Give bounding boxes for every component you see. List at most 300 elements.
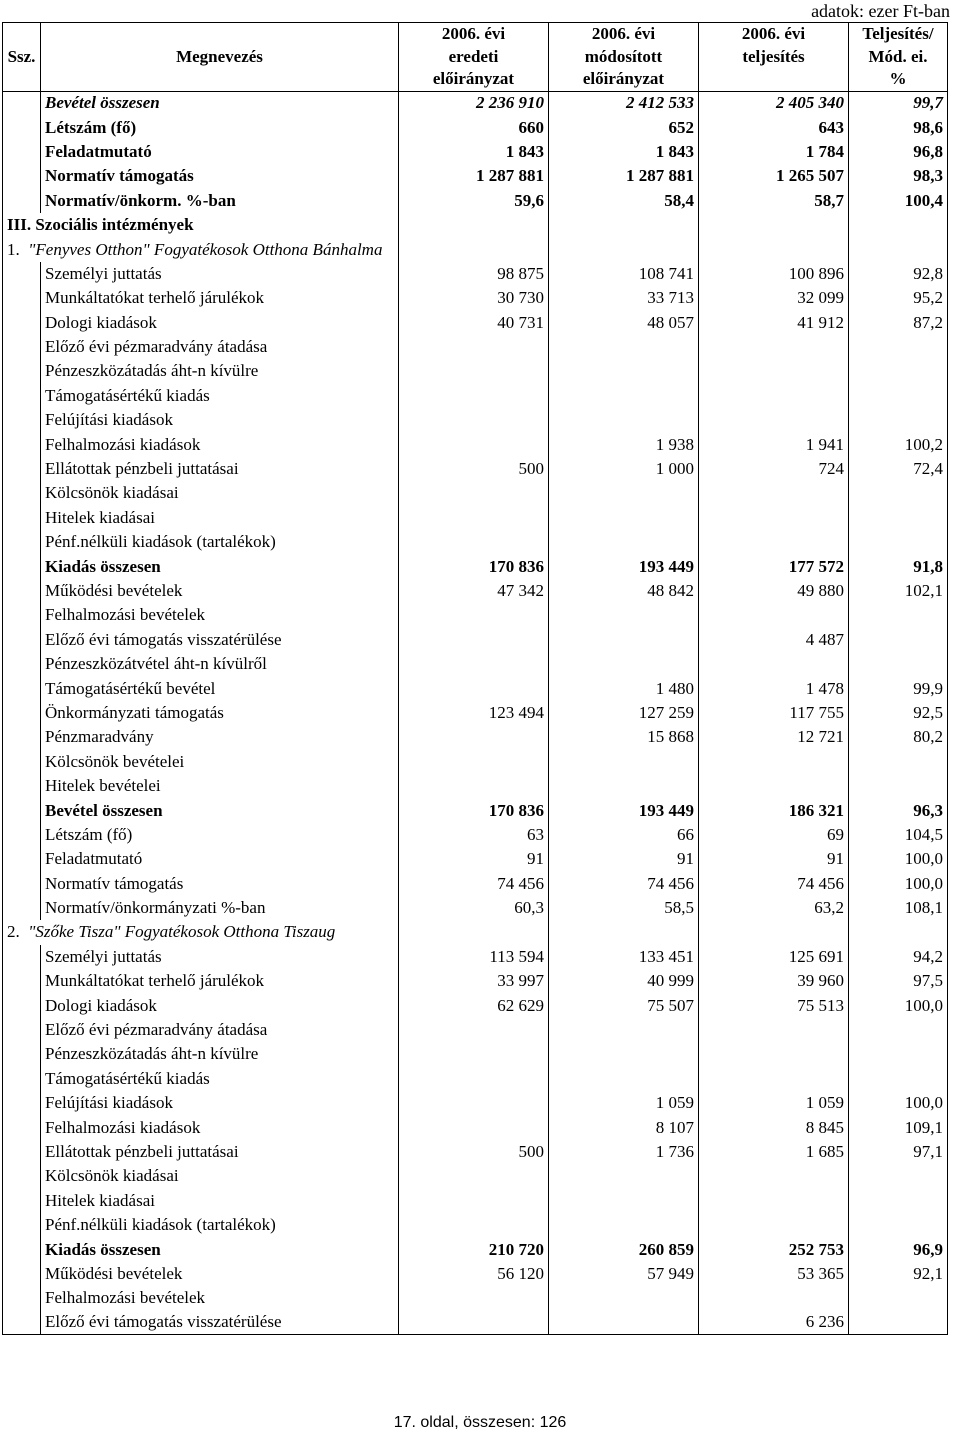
performance-cell	[699, 1189, 849, 1213]
table-row	[3, 774, 948, 798]
performance-cell: 1 685	[699, 1140, 849, 1164]
table-header	[3, 23, 948, 92]
ssz-cell	[3, 115, 41, 139]
original-budget-cell: 170 836	[399, 554, 549, 578]
unit-note: adatok: ezer Ft-ban	[811, 1, 950, 21]
ssz-cell	[3, 1140, 41, 1164]
performance-cell	[699, 506, 849, 530]
percent-cell: 92,8	[849, 262, 948, 286]
modified-budget-cell: 1 480	[549, 676, 699, 700]
percent-cell	[849, 1164, 948, 1188]
table-row	[3, 1091, 948, 1115]
item-name: Támogatásértékű kiadás	[41, 384, 399, 408]
percent-cell	[849, 530, 948, 554]
ssz-cell	[3, 530, 41, 554]
modified-budget-cell	[549, 652, 699, 676]
ssz-cell	[3, 896, 41, 920]
header-ssz: Ssz.	[3, 23, 41, 92]
percent-cell	[849, 359, 948, 383]
performance-cell: 4 487	[699, 628, 849, 652]
item-name: Személyi juttatás	[41, 262, 399, 286]
ssz-cell	[3, 140, 41, 164]
item-name: Normatív/önkormányzati %-ban	[41, 896, 399, 920]
performance-cell: 6 236	[699, 1311, 849, 1335]
table-row	[3, 1140, 948, 1164]
performance-cell: 724	[699, 457, 849, 481]
percent-cell: 92,1	[849, 1262, 948, 1286]
item-name: Hitelek bevételei	[41, 774, 399, 798]
table-row	[3, 1018, 948, 1042]
percent-cell	[849, 628, 948, 652]
empty-cell	[699, 920, 849, 944]
item-name: Kölcsönök kiadásai	[41, 1164, 399, 1188]
performance-cell	[699, 1067, 849, 1091]
table-row	[3, 335, 948, 359]
percent-cell	[849, 408, 948, 432]
performance-cell: 53 365	[699, 1262, 849, 1286]
ssz-cell	[3, 872, 41, 896]
ssz-cell	[3, 1018, 41, 1042]
table-row	[3, 1213, 948, 1237]
performance-cell: 100 896	[699, 262, 849, 286]
performance-cell	[699, 408, 849, 432]
percent-cell: 96,3	[849, 798, 948, 822]
ssz-cell	[3, 945, 41, 969]
ssz-cell	[3, 286, 41, 310]
item-name: Önkormányzati támogatás	[41, 701, 399, 725]
table-row	[3, 603, 948, 627]
performance-cell	[699, 603, 849, 627]
item-name: Kölcsönök kiadásai	[41, 481, 399, 505]
performance-cell: 32 099	[699, 286, 849, 310]
original-budget-cell: 62 629	[399, 993, 549, 1017]
table-row	[3, 1115, 948, 1139]
institution-name: "Fenyves Otthon" Fogyatékosok Otthona Bánhalma	[28, 239, 383, 259]
performance-cell: 1 941	[699, 432, 849, 456]
original-budget-cell: 500	[399, 1140, 549, 1164]
modified-budget-cell	[549, 408, 699, 432]
original-budget-cell: 47 342	[399, 579, 549, 603]
original-budget-cell	[399, 628, 549, 652]
table-row	[3, 408, 948, 432]
original-budget-cell	[399, 774, 549, 798]
ssz-cell	[3, 189, 41, 213]
table-row	[3, 189, 948, 213]
original-budget-cell	[399, 530, 549, 554]
modified-budget-cell	[549, 1189, 699, 1213]
original-budget-cell: 1 843	[399, 140, 549, 164]
ssz-cell	[3, 993, 41, 1017]
budget-table	[2, 22, 948, 1335]
item-name: Ellátottak pénzbeli juttatásai	[41, 1140, 399, 1164]
percent-cell: 99,9	[849, 676, 948, 700]
institution-number: 1.	[7, 239, 20, 259]
original-budget-cell: 170 836	[399, 798, 549, 822]
original-budget-cell	[399, 1018, 549, 1042]
ssz-cell	[3, 1189, 41, 1213]
modified-budget-cell	[549, 1018, 699, 1042]
item-name: Létszám (fő)	[41, 823, 399, 847]
modified-budget-cell: 133 451	[549, 945, 699, 969]
performance-cell	[699, 481, 849, 505]
modified-budget-cell	[549, 774, 699, 798]
ssz-cell	[3, 262, 41, 286]
original-budget-cell: 30 730	[399, 286, 549, 310]
table-row	[3, 1237, 948, 1261]
performance-cell: 41 912	[699, 311, 849, 335]
ssz-cell	[3, 750, 41, 774]
item-name: Munkáltatókat terhelő járulékok	[41, 286, 399, 310]
ssz-cell	[3, 823, 41, 847]
original-budget-cell	[399, 1189, 549, 1213]
original-budget-cell: 60,3	[399, 896, 549, 920]
institution-title	[3, 237, 399, 261]
original-budget-cell: 113 594	[399, 945, 549, 969]
item-name: Pénf.nélküli kiadások (tartalékok)	[41, 1213, 399, 1237]
original-budget-cell: 2 236 910	[399, 91, 549, 115]
table-row	[3, 798, 948, 822]
modified-budget-cell: 193 449	[549, 554, 699, 578]
item-name: Normatív/önkorm. %-ban	[41, 189, 399, 213]
performance-cell	[699, 774, 849, 798]
table-row	[3, 847, 948, 871]
original-budget-cell: 1 287 881	[399, 164, 549, 188]
performance-cell: 58,7	[699, 189, 849, 213]
original-budget-cell	[399, 359, 549, 383]
item-name: Támogatásértékű bevétel	[41, 676, 399, 700]
original-budget-cell	[399, 725, 549, 749]
percent-cell: 96,8	[849, 140, 948, 164]
original-budget-cell	[399, 408, 549, 432]
modified-budget-cell: 193 449	[549, 798, 699, 822]
original-budget-cell: 123 494	[399, 701, 549, 725]
table-row	[3, 579, 948, 603]
ssz-cell	[3, 164, 41, 188]
original-budget-cell: 210 720	[399, 1237, 549, 1261]
modified-budget-cell	[549, 628, 699, 652]
percent-cell: 100,2	[849, 432, 948, 456]
table-row	[3, 262, 948, 286]
empty-cell	[399, 920, 549, 944]
modified-budget-cell	[549, 335, 699, 359]
modified-budget-cell: 58,4	[549, 189, 699, 213]
percent-cell	[849, 481, 948, 505]
ssz-cell	[3, 652, 41, 676]
performance-cell: 643	[699, 115, 849, 139]
modified-budget-cell: 2 412 533	[549, 91, 699, 115]
percent-cell: 100,4	[849, 189, 948, 213]
original-budget-cell	[399, 652, 549, 676]
performance-cell	[699, 384, 849, 408]
empty-cell	[399, 237, 549, 261]
item-name: Előző évi támogatás visszatérülése	[41, 1311, 399, 1335]
table-row	[3, 359, 948, 383]
item-name: Felhalmozási bevételek	[41, 603, 399, 627]
performance-cell: 69	[699, 823, 849, 847]
table-row	[3, 1067, 948, 1091]
empty-cell	[399, 213, 549, 237]
ssz-cell	[3, 457, 41, 481]
original-budget-cell: 59,6	[399, 189, 549, 213]
table-row	[3, 993, 948, 1017]
performance-cell: 1 265 507	[699, 164, 849, 188]
table-row	[3, 432, 948, 456]
percent-cell	[849, 384, 948, 408]
performance-cell: 1 478	[699, 676, 849, 700]
ssz-cell	[3, 701, 41, 725]
item-name: Támogatásértékű kiadás	[41, 1067, 399, 1091]
item-name: Kiadás összesen	[41, 1237, 399, 1261]
table-row	[3, 945, 948, 969]
performance-cell: 39 960	[699, 969, 849, 993]
percent-cell: 102,1	[849, 579, 948, 603]
table-row	[3, 115, 948, 139]
ssz-cell	[3, 1286, 41, 1310]
percent-cell: 97,5	[849, 969, 948, 993]
original-budget-cell	[399, 335, 549, 359]
table-row	[3, 384, 948, 408]
ssz-cell	[3, 628, 41, 652]
original-budget-cell	[399, 1213, 549, 1237]
item-name: Előző évi pézmaradvány átadása	[41, 1018, 399, 1042]
table-row	[3, 701, 948, 725]
original-budget-cell	[399, 1311, 549, 1335]
table-row	[3, 1262, 948, 1286]
ssz-cell	[3, 725, 41, 749]
item-name: Bevétel összesen	[41, 91, 399, 115]
item-name: Munkáltatókat terhelő járulékok	[41, 969, 399, 993]
original-budget-cell	[399, 481, 549, 505]
original-budget-cell: 660	[399, 115, 549, 139]
percent-cell: 97,1	[849, 1140, 948, 1164]
percent-cell: 96,9	[849, 1237, 948, 1261]
item-name: Pénzeszközátvétel áht-n kívülről	[41, 652, 399, 676]
empty-cell	[549, 920, 699, 944]
institution-name: "Szőke Tisza" Fogyatékosok Otthona Tiszaug	[28, 922, 336, 942]
performance-cell	[699, 652, 849, 676]
ssz-cell	[3, 847, 41, 871]
table-row	[3, 164, 948, 188]
performance-cell: 12 721	[699, 725, 849, 749]
ssz-cell	[3, 1115, 41, 1139]
item-name: Előző évi pézmaradvány átadása	[41, 335, 399, 359]
original-budget-cell: 33 997	[399, 969, 549, 993]
modified-budget-cell	[549, 530, 699, 554]
header-performance: 2006. évi teljesítés	[699, 23, 849, 92]
item-name: Felhalmozási kiadások	[41, 1115, 399, 1139]
empty-cell	[849, 920, 948, 944]
modified-budget-cell	[549, 603, 699, 627]
ssz-cell	[3, 1311, 41, 1335]
table-row	[3, 896, 948, 920]
header-modified-budget: 2006. évi módosított előirányzat	[549, 23, 699, 92]
table-row	[3, 652, 948, 676]
table-row	[3, 91, 948, 115]
table-row	[3, 628, 948, 652]
original-budget-cell	[399, 1115, 549, 1139]
table-row	[3, 506, 948, 530]
performance-cell: 63,2	[699, 896, 849, 920]
item-name: Feladatmutató	[41, 140, 399, 164]
percent-cell	[849, 1311, 948, 1335]
ssz-cell	[3, 1042, 41, 1066]
table-row	[3, 969, 948, 993]
modified-budget-cell: 1 059	[549, 1091, 699, 1115]
institution-title	[3, 920, 399, 944]
percent-cell: 87,2	[849, 311, 948, 335]
modified-budget-cell: 75 507	[549, 993, 699, 1017]
ssz-cell	[3, 676, 41, 700]
percent-cell	[849, 506, 948, 530]
percent-cell: 72,4	[849, 457, 948, 481]
performance-cell: 75 513	[699, 993, 849, 1017]
table-row	[3, 1286, 948, 1310]
ssz-cell	[3, 1237, 41, 1261]
modified-budget-cell: 48 057	[549, 311, 699, 335]
modified-budget-cell: 652	[549, 115, 699, 139]
percent-cell: 100,0	[849, 1091, 948, 1115]
table-row	[3, 676, 948, 700]
table-row	[3, 311, 948, 335]
performance-cell: 1 059	[699, 1091, 849, 1115]
ssz-cell	[3, 603, 41, 627]
ssz-cell	[3, 1091, 41, 1115]
empty-cell	[849, 237, 948, 261]
table-row	[3, 750, 948, 774]
performance-cell	[699, 750, 849, 774]
performance-cell: 117 755	[699, 701, 849, 725]
institution-number: 2.	[7, 922, 20, 942]
modified-budget-cell	[549, 1311, 699, 1335]
original-budget-cell	[399, 676, 549, 700]
ssz-cell	[3, 1067, 41, 1091]
percent-cell	[849, 774, 948, 798]
item-name: Felhalmozási kiadások	[41, 432, 399, 456]
modified-budget-cell: 40 999	[549, 969, 699, 993]
table-row	[3, 1189, 948, 1213]
modified-budget-cell: 260 859	[549, 1237, 699, 1261]
modified-budget-cell: 1 736	[549, 1140, 699, 1164]
performance-cell: 49 880	[699, 579, 849, 603]
percent-cell	[849, 1018, 948, 1042]
item-name: Pénzmaradvány	[41, 725, 399, 749]
performance-cell: 252 753	[699, 1237, 849, 1261]
original-budget-cell	[399, 384, 549, 408]
original-budget-cell	[399, 1091, 549, 1115]
percent-cell: 100,0	[849, 993, 948, 1017]
modified-budget-cell: 58,5	[549, 896, 699, 920]
ssz-cell	[3, 798, 41, 822]
performance-cell	[699, 1213, 849, 1237]
original-budget-cell	[399, 432, 549, 456]
institution-row	[3, 237, 948, 261]
modified-budget-cell	[549, 1067, 699, 1091]
item-name: Létszám (fő)	[41, 115, 399, 139]
original-budget-cell	[399, 1286, 549, 1310]
modified-budget-cell: 57 949	[549, 1262, 699, 1286]
ssz-cell	[3, 384, 41, 408]
modified-budget-cell	[549, 1042, 699, 1066]
original-budget-cell: 63	[399, 823, 549, 847]
item-name: Hitelek kiadásai	[41, 1189, 399, 1213]
page-footer: 17. oldal, összesen: 126	[393, 1414, 567, 1431]
percent-cell: 98,6	[849, 115, 948, 139]
table-row	[3, 481, 948, 505]
modified-budget-cell: 91	[549, 847, 699, 871]
empty-cell	[699, 213, 849, 237]
original-budget-cell	[399, 1042, 549, 1066]
ssz-cell	[3, 335, 41, 359]
original-budget-cell: 98 875	[399, 262, 549, 286]
original-budget-cell: 56 120	[399, 1262, 549, 1286]
original-budget-cell	[399, 1067, 549, 1091]
table-row	[3, 725, 948, 749]
original-budget-cell	[399, 750, 549, 774]
performance-cell: 74 456	[699, 872, 849, 896]
percent-cell: 91,8	[849, 554, 948, 578]
item-name: Feladatmutató	[41, 847, 399, 871]
modified-budget-cell	[549, 481, 699, 505]
modified-budget-cell	[549, 750, 699, 774]
ssz-cell	[3, 1262, 41, 1286]
item-name: Előző évi támogatás visszatérülése	[41, 628, 399, 652]
modified-budget-cell	[549, 384, 699, 408]
modified-budget-cell: 1 287 881	[549, 164, 699, 188]
modified-budget-cell	[549, 1164, 699, 1188]
ssz-cell	[3, 774, 41, 798]
original-budget-cell: 74 456	[399, 872, 549, 896]
percent-cell: 99,7	[849, 91, 948, 115]
item-name: Normatív támogatás	[41, 164, 399, 188]
item-name: Pénzeszközátadás áht-n kívülre	[41, 359, 399, 383]
empty-cell	[849, 213, 948, 237]
modified-budget-cell	[549, 1286, 699, 1310]
original-budget-cell	[399, 1164, 549, 1188]
item-name: Dologi kiadások	[41, 993, 399, 1017]
header-original-budget: 2006. évi eredeti előirányzat	[399, 23, 549, 92]
header-name: Megnevezés	[41, 23, 399, 92]
table-row	[3, 823, 948, 847]
performance-cell: 2 405 340	[699, 91, 849, 115]
percent-cell: 92,5	[849, 701, 948, 725]
ssz-cell	[3, 311, 41, 335]
ssz-cell	[3, 408, 41, 432]
percent-cell	[849, 1286, 948, 1310]
item-name: Bevétel összesen	[41, 798, 399, 822]
percent-cell	[849, 1213, 948, 1237]
table-row	[3, 530, 948, 554]
section-row	[3, 213, 948, 237]
percent-cell	[849, 335, 948, 359]
performance-cell	[699, 359, 849, 383]
performance-cell	[699, 1286, 849, 1310]
item-name: Dologi kiadások	[41, 311, 399, 335]
percent-cell	[849, 1042, 948, 1066]
modified-budget-cell	[549, 506, 699, 530]
percent-cell	[849, 1067, 948, 1091]
item-name: Működési bevételek	[41, 1262, 399, 1286]
ssz-cell	[3, 554, 41, 578]
original-budget-cell	[399, 506, 549, 530]
modified-budget-cell: 33 713	[549, 286, 699, 310]
percent-cell	[849, 750, 948, 774]
percent-cell: 100,0	[849, 872, 948, 896]
modified-budget-cell: 1 843	[549, 140, 699, 164]
percent-cell: 109,1	[849, 1115, 948, 1139]
empty-cell	[699, 237, 849, 261]
ssz-cell	[3, 359, 41, 383]
original-budget-cell: 91	[399, 847, 549, 871]
